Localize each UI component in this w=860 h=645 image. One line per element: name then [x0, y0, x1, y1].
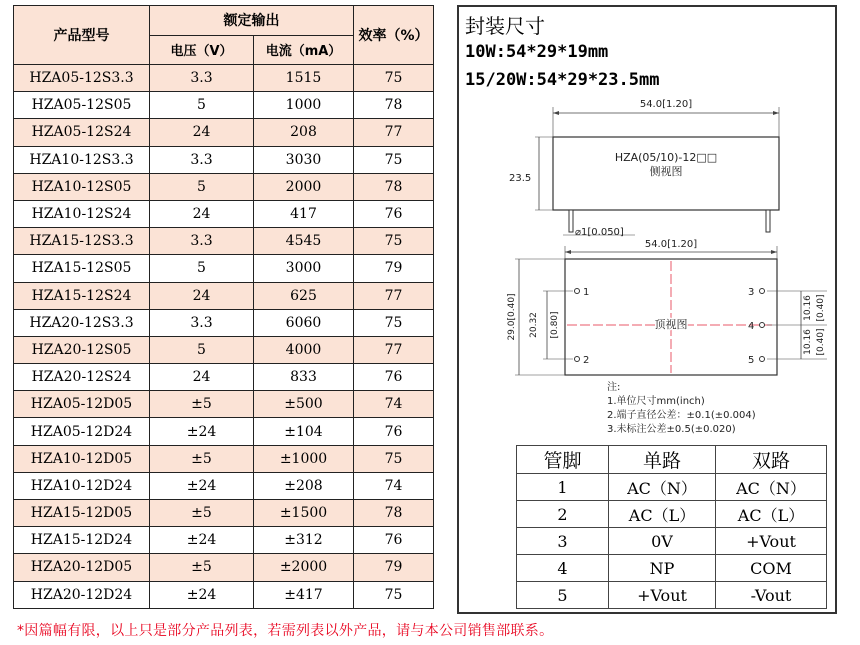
- package-drawing: [457, 95, 837, 440]
- table-row: [14, 391, 434, 418]
- cell-efficiency: 76: [354, 364, 434, 391]
- pin-table-body: [517, 474, 827, 609]
- table-row: [14, 309, 434, 336]
- note-0: 注:: [607, 382, 621, 393]
- pin-header-dual: 双路: [716, 446, 827, 474]
- cell-model: HZA20-12S05: [14, 336, 150, 363]
- table-row: [14, 554, 434, 581]
- table-row: [517, 474, 827, 501]
- table-row: [14, 581, 434, 608]
- cell-efficiency: 78: [354, 500, 434, 527]
- cell-model: HZA05-12S3.3: [14, 65, 150, 92]
- cell-current: 208: [254, 119, 354, 146]
- side-pin-label: ⌀1[0.050]: [575, 227, 624, 238]
- cell-efficiency: 75: [354, 65, 434, 92]
- pin-header-single: 单路: [609, 446, 716, 474]
- package-size-15-20w: 15/20W:54*29*23.5mm: [465, 70, 660, 90]
- cell-efficiency: 78: [354, 92, 434, 119]
- cell-single: AC（N）: [609, 474, 716, 501]
- table-row: [14, 527, 434, 554]
- top-right-label-1: 10.16: [803, 295, 813, 321]
- cell-dual: AC（N）: [716, 474, 827, 501]
- table-row: [14, 65, 434, 92]
- cell-efficiency: 76: [354, 200, 434, 227]
- cell-model: HZA15-12D24: [14, 527, 150, 554]
- cell-efficiency: 75: [354, 445, 434, 472]
- top-view: [507, 239, 827, 375]
- cell-current: 417: [254, 200, 354, 227]
- cell-pin: 3: [517, 528, 609, 555]
- side-model-label: HZA(05/10)-12□□: [614, 151, 718, 164]
- cell-model: HZA10-12S24: [14, 200, 150, 227]
- product-table: [13, 5, 434, 609]
- cell-model: HZA20-12D24: [14, 581, 150, 608]
- top-right-label-2: 10.16: [803, 329, 813, 355]
- cell-model: HZA05-12S24: [14, 119, 150, 146]
- cell-efficiency: 77: [354, 119, 434, 146]
- cell-voltage: ±24: [150, 418, 254, 445]
- cell-efficiency: 76: [354, 418, 434, 445]
- cell-current: 1000: [254, 92, 354, 119]
- side-width-label: 54.0[1.20]: [639, 99, 693, 110]
- cell-current: ±500: [254, 391, 354, 418]
- cell-dual: -Vout: [716, 582, 827, 609]
- cell-current: ±1000: [254, 445, 354, 472]
- cell-efficiency: 74: [354, 391, 434, 418]
- cell-model: HZA15-12S24: [14, 282, 150, 309]
- cell-pin: 5: [517, 582, 609, 609]
- cell-model: HZA10-12S05: [14, 173, 150, 200]
- table-row: [14, 445, 434, 472]
- pin-1: [575, 289, 580, 294]
- note-2: 2.端子直径公差：±0.1(±0.004): [607, 410, 756, 421]
- cell-model: HZA10-12D05: [14, 445, 150, 472]
- note-1: 1.单位尺寸mm(inch): [607, 396, 705, 407]
- cell-model: HZA15-12S05: [14, 255, 150, 282]
- table-row: [517, 582, 827, 609]
- table-row: [14, 92, 434, 119]
- top-inner-label: 20.32: [529, 312, 539, 338]
- cell-voltage: ±24: [150, 527, 254, 554]
- cell-current: 1515: [254, 65, 354, 92]
- table-row: [14, 173, 434, 200]
- cell-dual: COM: [716, 555, 827, 582]
- cell-dual: +Vout: [716, 528, 827, 555]
- top-right-label-1b: [0.40]: [816, 294, 826, 322]
- cell-voltage: 3.3: [150, 65, 254, 92]
- cell-voltage: 3.3: [150, 228, 254, 255]
- cell-voltage: 24: [150, 119, 254, 146]
- table-row: [14, 336, 434, 363]
- header-model: 产品型号: [14, 6, 150, 65]
- pin-table: [516, 445, 827, 609]
- cell-voltage: ±5: [150, 445, 254, 472]
- table-row: [14, 255, 434, 282]
- package-size-10w: 10W:54*29*19mm: [465, 42, 609, 62]
- cell-current: 625: [254, 282, 354, 309]
- cell-current: 4000: [254, 336, 354, 363]
- cell-efficiency: 75: [354, 146, 434, 173]
- pin-2: [575, 357, 580, 362]
- cell-pin: 1: [517, 474, 609, 501]
- table-row: [14, 500, 434, 527]
- pin-4: [760, 323, 765, 328]
- cell-efficiency: 75: [354, 581, 434, 608]
- cell-voltage: 24: [150, 200, 254, 227]
- header-output: 额定输出: [150, 6, 354, 36]
- cell-voltage: 5: [150, 92, 254, 119]
- table-row: [14, 282, 434, 309]
- table-row: [14, 472, 434, 499]
- cell-model: HZA20-12S3.3: [14, 309, 150, 336]
- top-view-label: 顶视图: [654, 318, 688, 331]
- cell-current: 2000: [254, 173, 354, 200]
- pin-header-pin: 管脚: [517, 446, 609, 474]
- table-row: [14, 364, 434, 391]
- table-row: [14, 418, 434, 445]
- cell-model: HZA05-12D05: [14, 391, 150, 418]
- table-row: [517, 528, 827, 555]
- pin-4-label: 4: [748, 321, 755, 332]
- cell-model: HZA15-12S3.3: [14, 228, 150, 255]
- cell-efficiency: 79: [354, 255, 434, 282]
- cell-single: NP: [609, 555, 716, 582]
- cell-voltage: 3.3: [150, 146, 254, 173]
- cell-efficiency: 76: [354, 527, 434, 554]
- cell-voltage: 24: [150, 282, 254, 309]
- pin-5-label: 5: [748, 355, 755, 366]
- cell-pin: 4: [517, 555, 609, 582]
- table-row: [14, 119, 434, 146]
- cell-current: ±1500: [254, 500, 354, 527]
- cell-efficiency: 79: [354, 554, 434, 581]
- cell-current: 833: [254, 364, 354, 391]
- side-height-label: 23.5: [509, 173, 532, 184]
- top-inner-label-2: [0.80]: [550, 311, 560, 339]
- cell-model: HZA20-12D05: [14, 554, 150, 581]
- top-height-label: 29.0[0.40]: [507, 293, 517, 341]
- cell-model: HZA05-12D24: [14, 418, 150, 445]
- cell-voltage: 5: [150, 173, 254, 200]
- cell-pin: 2: [517, 501, 609, 528]
- top-width-label: 54.0[1.20]: [644, 239, 698, 250]
- cell-dual: AC（L）: [716, 501, 827, 528]
- header-voltage: 电压（V）: [150, 35, 254, 65]
- header-efficiency: 效率（%）: [354, 6, 434, 65]
- cell-efficiency: 75: [354, 228, 434, 255]
- cell-current: ±312: [254, 527, 354, 554]
- cell-voltage: ±5: [150, 500, 254, 527]
- cell-current: ±104: [254, 418, 354, 445]
- cell-current: ±208: [254, 472, 354, 499]
- cell-model: HZA15-12D05: [14, 500, 150, 527]
- table-row: [517, 501, 827, 528]
- cell-single: AC（L）: [609, 501, 716, 528]
- pin-3-label: 3: [748, 287, 755, 298]
- cell-voltage: ±5: [150, 391, 254, 418]
- cell-voltage: 24: [150, 364, 254, 391]
- table-row: [14, 228, 434, 255]
- pin-5: [760, 357, 765, 362]
- table-row: [517, 555, 827, 582]
- cell-model: HZA10-12S3.3: [14, 146, 150, 173]
- footnote: *因篇幅有限，以上只是部分产品列表，若需列表以外产品，请与本公司销售部联系。: [17, 623, 554, 639]
- cell-voltage: 3.3: [150, 309, 254, 336]
- package-title: 封装尺寸: [465, 14, 545, 38]
- cell-single: +Vout: [609, 582, 716, 609]
- table-row: [14, 146, 434, 173]
- cell-model: HZA20-12S24: [14, 364, 150, 391]
- cell-efficiency: 77: [354, 336, 434, 363]
- cell-single: 0V: [609, 528, 716, 555]
- cell-efficiency: 74: [354, 472, 434, 499]
- cell-voltage: 5: [150, 336, 254, 363]
- pin-3: [760, 289, 765, 294]
- top-right-label-2b: [0.40]: [816, 328, 826, 356]
- cell-efficiency: 78: [354, 173, 434, 200]
- note-3: 3.未标注公差±0.5(±0.020): [607, 424, 736, 435]
- header-current: 电流（mA）: [254, 35, 354, 65]
- cell-current: ±417: [254, 581, 354, 608]
- product-table-body: [14, 65, 434, 609]
- table-row: [14, 200, 434, 227]
- cell-voltage: ±24: [150, 472, 254, 499]
- cell-efficiency: 77: [354, 282, 434, 309]
- cell-current: 3000: [254, 255, 354, 282]
- cell-voltage: ±5: [150, 554, 254, 581]
- drawing-notes: [607, 381, 756, 435]
- pin-2-label: 2: [583, 355, 590, 366]
- cell-voltage: 5: [150, 255, 254, 282]
- cell-efficiency: 75: [354, 309, 434, 336]
- side-view: [509, 99, 779, 238]
- cell-current: ±2000: [254, 554, 354, 581]
- side-view-label: 侧视图: [649, 165, 683, 178]
- cell-current: 6060: [254, 309, 354, 336]
- cell-model: HZA05-12S05: [14, 92, 150, 119]
- cell-current: 4545: [254, 228, 354, 255]
- cell-voltage: ±24: [150, 581, 254, 608]
- cell-model: HZA10-12D24: [14, 472, 150, 499]
- pin-1-label: 1: [583, 287, 590, 298]
- cell-current: 3030: [254, 146, 354, 173]
